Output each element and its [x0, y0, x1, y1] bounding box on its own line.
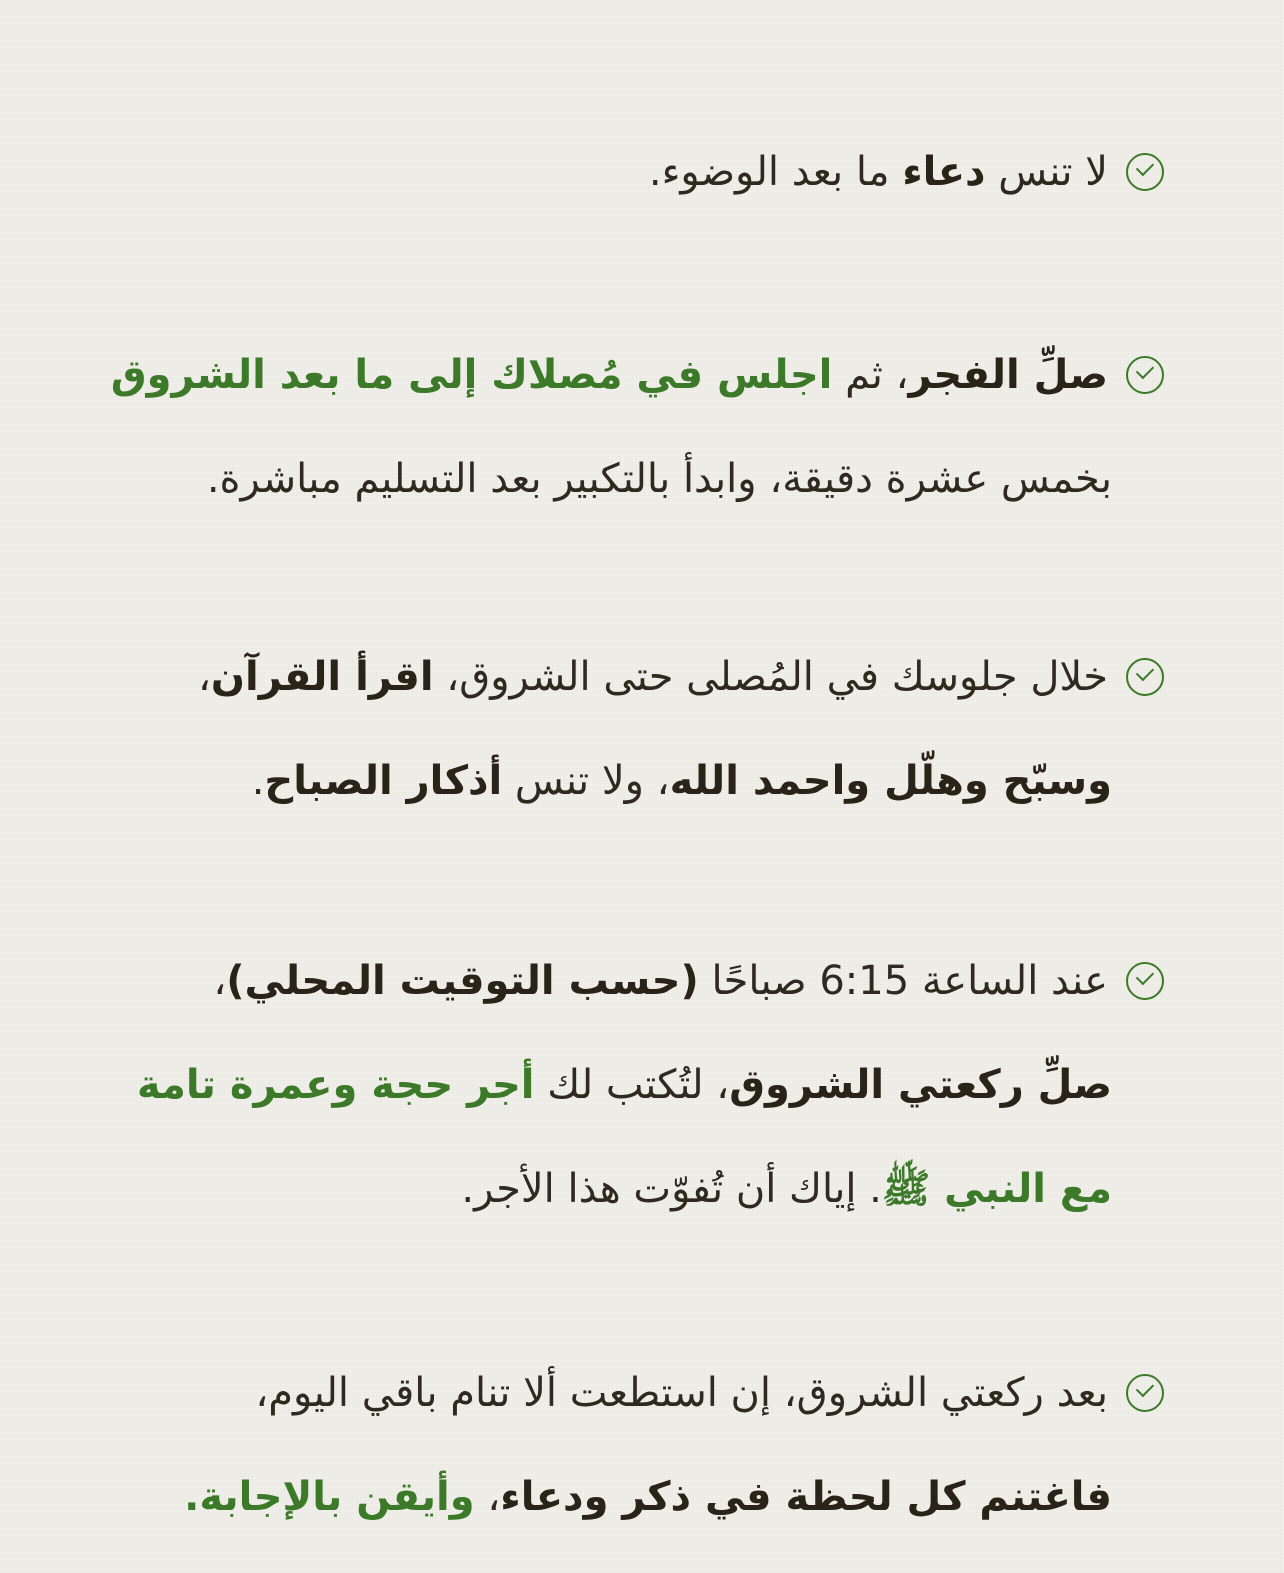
text-run: . — [251, 758, 265, 804]
text-run-green: وأيقن بالإجابة. — [184, 1474, 475, 1520]
line-text — [213, 953, 1108, 1009]
line-text — [252, 753, 1112, 809]
item-line — [136, 1057, 1164, 1113]
text-run-bold: صلِّ ركعتي الشروق — [729, 1062, 1112, 1108]
text-run: ما بعد الوضوء. — [648, 149, 903, 195]
checklist-item-3 — [154, 649, 1164, 857]
text-run-bold: اقرأ القرآن — [210, 654, 434, 700]
item-line — [154, 649, 1164, 705]
item-line — [110, 347, 1164, 403]
text-run: ، — [474, 1474, 501, 1520]
check-circle-icon — [1126, 658, 1164, 696]
line-text — [111, 347, 1108, 403]
line-text — [198, 649, 1108, 705]
check-circle-icon — [1126, 356, 1164, 394]
item-line — [154, 1365, 1164, 1421]
text-run-bold: صلِّ الفجر — [908, 352, 1108, 398]
item-line — [154, 753, 1164, 809]
check-circle-icon — [1126, 1374, 1164, 1412]
line-text — [207, 451, 1112, 507]
text-run-green: اجلس في مُصلاك إلى ما بعد الشروق — [110, 352, 833, 398]
check-circle-icon — [1126, 962, 1164, 1000]
text-run-bold: فاغتنم كل لحظة في ذكر ودعاء — [500, 1474, 1112, 1520]
item-line — [154, 953, 1164, 1009]
text-run: بعد ركعتي الشروق، إن استطعت ألا تنام باقي اليوم، — [255, 1370, 1108, 1416]
text-run: . إياك أن تُفوّت هذا الأجر. — [461, 1166, 882, 1212]
checklist-item-1 — [154, 144, 1164, 248]
text-run-bold: وسبّح وهلّل واحمد الله — [669, 758, 1112, 804]
line-text — [649, 144, 1108, 200]
text-run: خلال جلوسك في المُصلى حتى الشروق، — [433, 654, 1108, 700]
line-text — [184, 1469, 1112, 1525]
text-run-bold: دعاء — [902, 149, 986, 195]
check-circle-icon — [1126, 153, 1164, 191]
text-run: عند الساعة 6:15 صباحًا — [698, 958, 1108, 1004]
item-line — [154, 1161, 1164, 1217]
text-run-bold: (حسب التوقيت المحلي) — [226, 958, 699, 1004]
text-run: ، لتُكتب لك — [534, 1062, 730, 1108]
item-line — [154, 144, 1164, 200]
line-text — [461, 1161, 1112, 1217]
checklist-item-4 — [136, 953, 1164, 1265]
text-run: ، ولا تنس — [502, 758, 670, 804]
text-run: لا تنس — [985, 149, 1108, 195]
text-run-green: أجر حجة وعمرة تامة — [136, 1062, 535, 1108]
checklist-item-5 — [154, 1365, 1164, 1573]
text-run-green: مع النبي ﷺ — [881, 1166, 1112, 1212]
text-run: ، — [213, 958, 227, 1004]
line-text — [255, 1365, 1108, 1421]
item-line — [154, 451, 1164, 507]
text-run-bold: أذكار الصباح — [264, 758, 503, 804]
checklist-item-2 — [110, 347, 1164, 555]
text-run: ، ثم — [832, 352, 909, 398]
text-run: ، — [197, 654, 211, 700]
item-line — [154, 1469, 1164, 1525]
line-text — [137, 1057, 1112, 1113]
text-run: بخمس عشرة دقيقة، وابدأ بالتكبير بعد التسليم مباشرة. — [206, 456, 1112, 502]
